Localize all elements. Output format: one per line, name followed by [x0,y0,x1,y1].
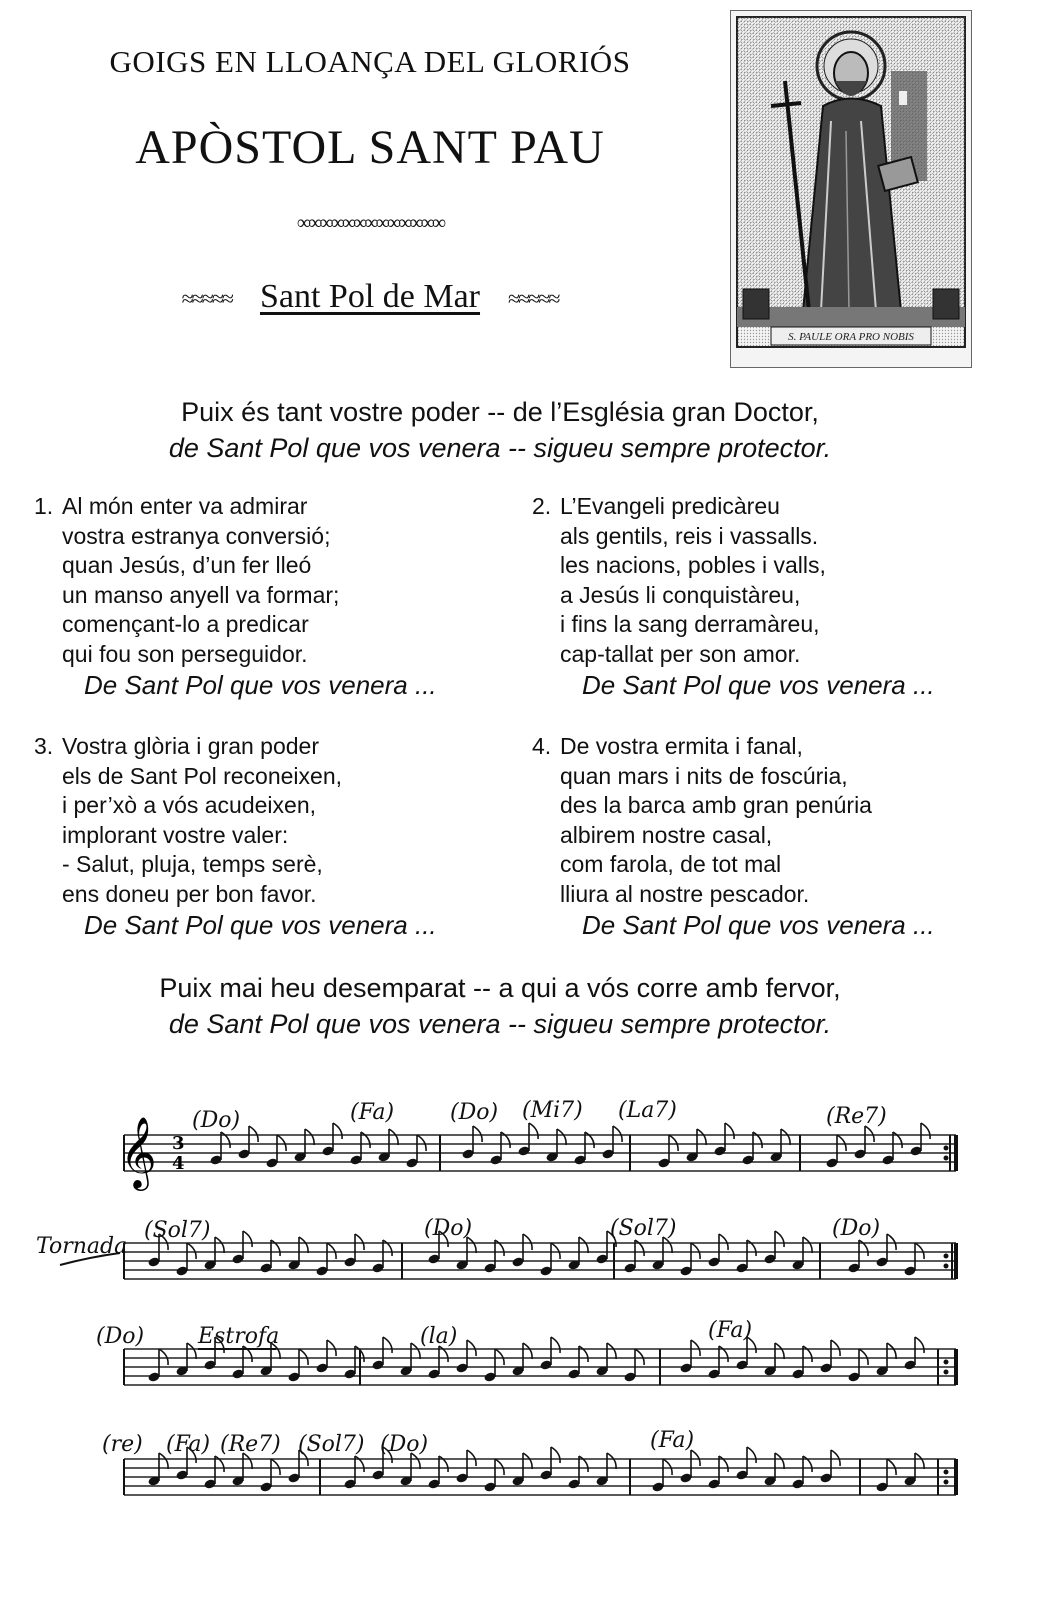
stanza-line: cap-tallat per son amor. [560,640,801,667]
note-flag [747,1447,756,1463]
note-flag [215,1237,224,1253]
place-name: Sant Pol de Mar [259,278,481,315]
note-flag [831,1340,840,1356]
chord-label: (Do) [450,1100,499,1125]
repeat-dot [944,1360,949,1365]
chord-label: (Fa) [350,1100,395,1125]
chord-label: (Do) [424,1216,473,1241]
note-flag [775,1453,784,1469]
note-flag [249,1126,258,1142]
saint-engraving-illustration [731,11,971,367]
note-flag [411,1343,420,1359]
chord-label: (Mi7) [522,1098,583,1123]
note-flag [915,1337,924,1353]
stanza-4 [532,732,992,941]
note-flag [915,1453,924,1469]
note-flag [333,1123,342,1139]
chord-label: (Sol7) [610,1216,677,1241]
note-flag [327,1340,336,1356]
refrain-top [40,394,960,466]
note-flag [327,1243,336,1259]
note-flag [921,1123,930,1139]
refrain-bottom [40,970,960,1042]
stanza-line: quan Jesús, d’un fer lleó [62,552,312,578]
chord-label: (la) [420,1324,458,1349]
stanza-chorus: De Sant Pol que vos venera ... [84,670,437,700]
note-flag [523,1234,532,1250]
note-flag [417,1135,426,1151]
note-flag [691,1243,700,1259]
note-flag [467,1450,476,1466]
place-row [30,278,710,316]
note-flag [305,1129,314,1145]
stanza-line: L’Evangeli predicàreu [560,493,780,519]
note-flag [663,1459,672,1475]
title-line-1: GOIGS EN LLOANÇA DEL GLORIÓS [109,44,631,79]
note-flag [495,1459,504,1475]
stanza-line: - Salut, pluja, temps serè, [62,851,323,877]
refrain-top-line-1: Puix és tant vostre poder -- de l’Església gran Doctor, [181,397,819,427]
treble-clef-icon: 𝄞 [120,1115,157,1188]
repeat-dot [944,1370,949,1375]
refrain-bottom-line-2: de Sant Pol que vos venera -- sigueu sempre protector. [168,1009,832,1039]
note-flag [271,1459,280,1475]
chord-label: (Sol7) [144,1218,211,1243]
stanza-line: i fins la sang derramàreu, [560,611,820,637]
chord-label: (Sol7) [298,1432,365,1457]
note-flag [697,1129,706,1145]
repeat-dot [944,1480,949,1485]
note-flag [887,1343,896,1359]
note-flag [551,1447,560,1463]
note-flag [887,1459,896,1475]
note-flag [389,1129,398,1145]
stanza-number: 3. [34,733,54,759]
chord-label: (Do) [380,1432,429,1457]
wave-ornament-right: ≈≈≈≈≈ [508,286,559,312]
refrain-bottom-line-1: Puix mai heu desemparat -- a qui a vós corre amb fervor, [159,973,841,1003]
note-flag [355,1234,364,1250]
stanza-chorus: De Sant Pol que vos venera ... [582,670,935,700]
wave-ornament-left: ≈≈≈≈≈ [181,286,232,312]
note-flag [495,1349,504,1365]
note-flag [473,1126,482,1142]
note-flag [557,1129,566,1145]
note-flag [669,1135,678,1151]
note-flag [159,1349,168,1365]
note-flag [803,1237,812,1253]
repeat-dot [944,1156,949,1161]
stanza-line: albirem nostre casal, [560,821,773,848]
note-flag [781,1129,790,1145]
chord-label: (Fa) [166,1432,211,1457]
note-flag [187,1243,196,1259]
stanza-line: com farola, de tot mal [560,851,782,877]
note-flag [837,1135,846,1151]
note-flag [551,1337,560,1353]
stanza-1 [34,492,494,701]
refrain-top-line-2: de Sant Pol que vos venera -- sigueu sempre protector. [168,433,832,463]
chord-label: (Fa) [650,1428,695,1453]
note-flag [635,1349,644,1365]
note-flag [691,1340,700,1356]
music-score [20,1085,1020,1545]
stanza-line: vostra estranya conversió; [62,522,331,549]
title-line-2: APÒSTOL SANT PAU [135,121,605,174]
stanza-number: 1. [34,493,54,519]
stanza-3 [34,732,494,941]
note-flag [775,1231,784,1247]
repeat-dot [944,1264,949,1269]
section-label-tornada: Tornada [36,1234,128,1259]
chord-label: (Do) [96,1324,145,1349]
stanza-2 [532,492,992,701]
stanza-chorus: De Sant Pol que vos venera ... [582,910,935,940]
note-flag [467,1340,476,1356]
note-flag [887,1234,896,1250]
stanza-line: des la barca amb gran penúria [560,792,872,818]
note-flag [579,1237,588,1253]
chord-label: (La7) [618,1098,677,1123]
chord-label: (re) [102,1432,143,1457]
time-signature-bottom: 4 [172,1153,185,1174]
note-flag [523,1343,532,1359]
note-flag [383,1337,392,1353]
repeat-dot [944,1254,949,1259]
chord-label: (Do) [832,1216,881,1241]
note-flag [299,1349,308,1365]
stanza-line: ens doneu per bon favor. [62,880,317,907]
stanza-number: 4. [532,733,552,759]
chord-label: (Re7) [220,1432,281,1457]
time-signature-top: 3 [172,1133,185,1154]
stanza-line: als gentils, reis i vassalls. [560,522,819,549]
stanza-line: De vostra ermita i fanal, [560,733,803,759]
note-flag [187,1343,196,1359]
chord-label: (Fa) [708,1318,753,1343]
ornament-divider: ∞∞∞∞∞∞∞∞∞∞∞∞∞ [296,212,444,234]
stanza-line: Vostra glòria i gran poder [62,733,319,759]
note-flag [523,1453,532,1469]
note-flag [775,1343,784,1359]
stanza-line: i per’xò a vós acudeixen, [62,792,316,818]
saint-engraving [730,10,972,368]
chord-label: (Re7) [826,1104,887,1129]
note-flag [551,1243,560,1259]
stanza-line: quan mars i nits de foscúria, [560,762,848,789]
note-flag [529,1123,538,1139]
stanza-line: començant-lo a predicar [62,611,309,637]
stanza-number: 2. [532,493,552,519]
stanza-line: a Jesús li conquistàreu, [560,581,801,608]
stanza-line: implorant vostre valer: [62,821,289,848]
note-flag [607,1453,616,1469]
note-flag [915,1243,924,1259]
note-flag [719,1234,728,1250]
note-flag [725,1123,734,1139]
chord-label: (Do) [192,1108,241,1133]
note-flag [831,1450,840,1466]
note-flag [277,1135,286,1151]
stanza-line: un manso anyell va formar; [62,581,340,608]
engraving-inscription: S. PAULE ORA PRO NOBIS [788,331,914,343]
section-label-estrofa: Estrofa [198,1324,280,1349]
stanza-line: lliura al nostre pescador. [560,880,810,907]
stanza-line: qui fou son perseguidor. [62,640,308,667]
note-flag [613,1126,622,1142]
stanza-chorus: De Sant Pol que vos venera ... [84,910,437,940]
note-flag [607,1343,616,1359]
note-flag [299,1237,308,1253]
stanza-line: Al món enter va admirar [62,493,308,519]
repeat-dot [944,1470,949,1475]
stanza-line: els de Sant Pol reconeixen, [62,762,343,789]
note-flag [243,1231,252,1247]
note-flag [859,1349,868,1365]
stanza-line: les nacions, pobles i valls, [560,552,826,578]
repeat-dot [944,1146,949,1151]
